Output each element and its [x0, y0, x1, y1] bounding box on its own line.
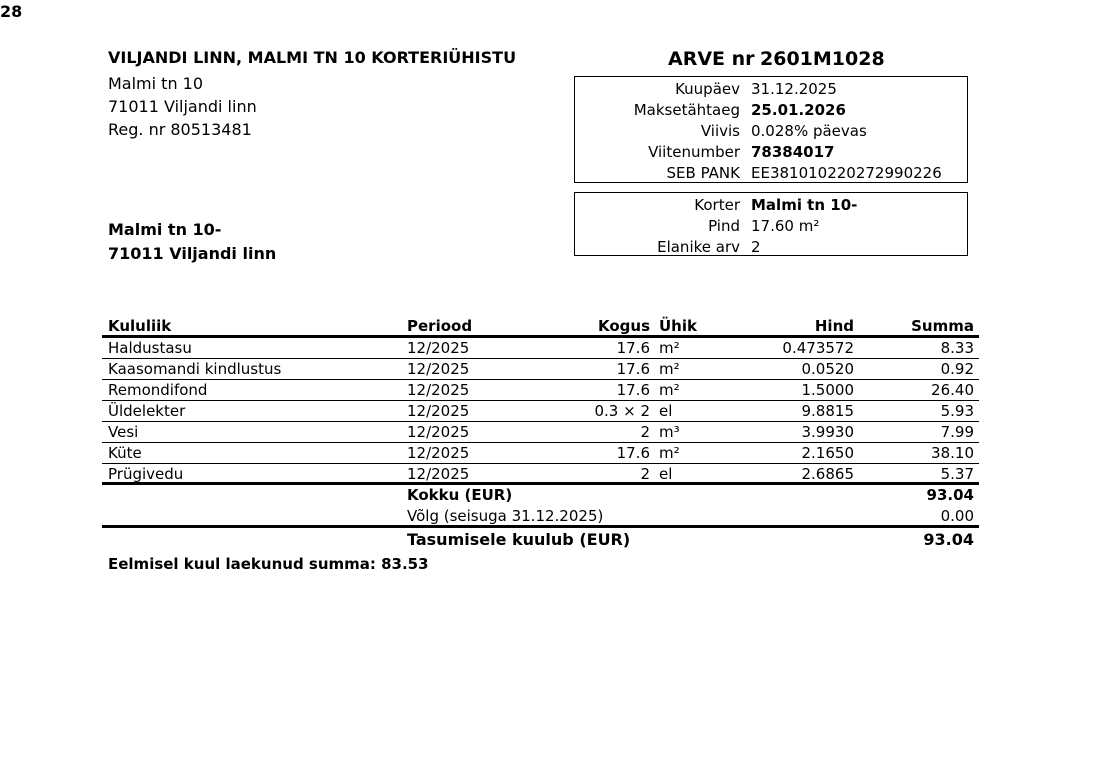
detail-value: 0.028% päevas	[751, 121, 867, 140]
detail-label: Viivis	[700, 121, 740, 140]
cell-price: 1.5000	[801, 381, 854, 399]
apartment-label: Pind	[708, 217, 740, 236]
detail-row-due-date	[575, 100, 967, 121]
detail-row-bank	[575, 162, 967, 183]
cell-period: 12/2025	[407, 381, 470, 399]
amount-due-label: Tasumisele kuulub (EUR)	[407, 530, 631, 549]
cell-cost-type: Küte	[108, 444, 142, 462]
cell-period: 12/2025	[407, 402, 470, 420]
recipient-block	[108, 218, 276, 266]
cell-quantity: 17.6	[616, 381, 650, 399]
cell-sum: 5.37	[940, 465, 974, 483]
cell-cost-type: Haldustasu	[108, 339, 192, 357]
apartment-row-area	[575, 216, 967, 237]
amount-due-row	[102, 528, 979, 551]
cell-quantity: 2	[640, 465, 650, 483]
sender-name: VILJANDI LINN, MALMI TN 10 KORTERIÜHISTU	[108, 48, 517, 67]
header-price: Hind	[814, 317, 854, 335]
detail-value: 31.12.2025	[751, 80, 837, 99]
total-value: 93.04	[926, 486, 974, 504]
table-row	[102, 338, 979, 359]
total-row	[102, 485, 979, 506]
apartment-row-flat	[575, 195, 967, 216]
header-period: Periood	[407, 317, 473, 335]
cell-cost-type: Prügivedu	[108, 465, 184, 483]
invoice-number: 2601M1028	[760, 48, 885, 70]
cell-cost-type: Remondifond	[108, 381, 208, 399]
invoice-details-box	[574, 76, 968, 183]
apartment-row-residents	[575, 237, 967, 258]
previous-payment: Eelmisel kuul laekunud summa: 83.53	[108, 555, 429, 573]
detail-label: Maksetähtaeg	[633, 101, 740, 120]
apartment-value: Malmi tn 10-	[751, 196, 858, 215]
cell-cost-type: Kaasomandi kindlustus	[108, 360, 282, 378]
page-number: 28	[0, 2, 23, 21]
cell-cost-type: Vesi	[108, 423, 139, 441]
table-row	[102, 359, 979, 380]
cell-unit: m²	[659, 381, 680, 399]
cell-period: 12/2025	[407, 465, 470, 483]
cell-price: 0.0520	[801, 360, 854, 378]
header-sum: Summa	[911, 317, 974, 335]
table-row	[102, 464, 979, 485]
cell-quantity: 0.3 × 2	[594, 402, 650, 420]
cell-period: 12/2025	[407, 444, 470, 462]
apartment-value: 2	[751, 237, 761, 256]
apartment-label: Elanike arv	[657, 237, 740, 256]
cell-price: 9.8815	[801, 402, 854, 420]
apartment-box	[574, 192, 968, 256]
header-unit: Ühik	[659, 317, 697, 335]
cell-sum: 26.40	[931, 381, 974, 399]
cell-sum: 5.93	[940, 402, 974, 420]
sender-block	[108, 48, 516, 141]
detail-value: EE381010220272990226	[751, 163, 942, 182]
cell-quantity: 2	[640, 423, 650, 441]
cell-price: 2.1650	[801, 444, 854, 462]
sender-address-city: 71011 Viljandi linn	[108, 97, 257, 116]
cell-cost-type: Üldelekter	[108, 402, 186, 420]
detail-label: SEB PANK	[666, 163, 740, 182]
invoice-title	[668, 48, 885, 70]
cell-sum: 0.92	[940, 360, 974, 378]
sender-reg-number: Reg. nr 80513481	[108, 120, 252, 139]
table-row	[102, 422, 979, 443]
cell-unit: m²	[659, 444, 680, 462]
cell-sum: 8.33	[940, 339, 974, 357]
charges-table	[102, 316, 979, 551]
detail-row-date	[575, 79, 967, 100]
cell-sum: 38.10	[931, 444, 974, 462]
total-label: Kokku (EUR)	[407, 486, 513, 504]
debt-value: 0.00	[940, 507, 974, 525]
cell-quantity: 17.6	[616, 360, 650, 378]
cell-period: 12/2025	[407, 360, 470, 378]
cell-quantity: 17.6	[616, 339, 650, 357]
cell-sum: 7.99	[940, 423, 974, 441]
sender-address-street: Malmi tn 10	[108, 74, 204, 93]
detail-row-penalty	[575, 121, 967, 142]
detail-label: Kuupäev	[675, 80, 740, 99]
detail-value: 78384017	[751, 142, 835, 161]
cell-price: 2.6865	[801, 465, 854, 483]
cell-price: 0.473572	[782, 339, 854, 357]
apartment-value: 17.60 m²	[751, 217, 820, 236]
detail-row-reference	[575, 141, 967, 162]
recipient-city: 71011 Viljandi linn	[108, 244, 277, 263]
cell-price: 3.9930	[801, 423, 854, 441]
cell-unit: m²	[659, 339, 680, 357]
cell-period: 12/2025	[407, 339, 470, 357]
header-cost-type: Kululiik	[108, 317, 172, 335]
detail-value: 25.01.2026	[751, 101, 846, 120]
debt-label: Võlg (seisuga 31.12.2025)	[407, 507, 604, 525]
cell-unit: m³	[659, 423, 680, 441]
amount-due-value: 93.04	[923, 530, 974, 549]
detail-label: Viitenumber	[648, 142, 740, 161]
table-row	[102, 443, 979, 464]
cell-quantity: 17.6	[616, 444, 650, 462]
cell-unit: el	[659, 402, 673, 420]
cell-period: 12/2025	[407, 423, 470, 441]
cell-unit: el	[659, 465, 673, 483]
table-row	[102, 380, 979, 401]
table-header	[102, 316, 979, 338]
cell-unit: m²	[659, 360, 680, 378]
invoice-label: ARVE nr	[668, 48, 755, 70]
apartment-label: Korter	[694, 196, 740, 215]
table-row	[102, 401, 979, 422]
header-quantity: Kogus	[597, 317, 650, 335]
debt-row	[102, 506, 979, 528]
recipient-street: Malmi tn 10-	[108, 220, 222, 239]
